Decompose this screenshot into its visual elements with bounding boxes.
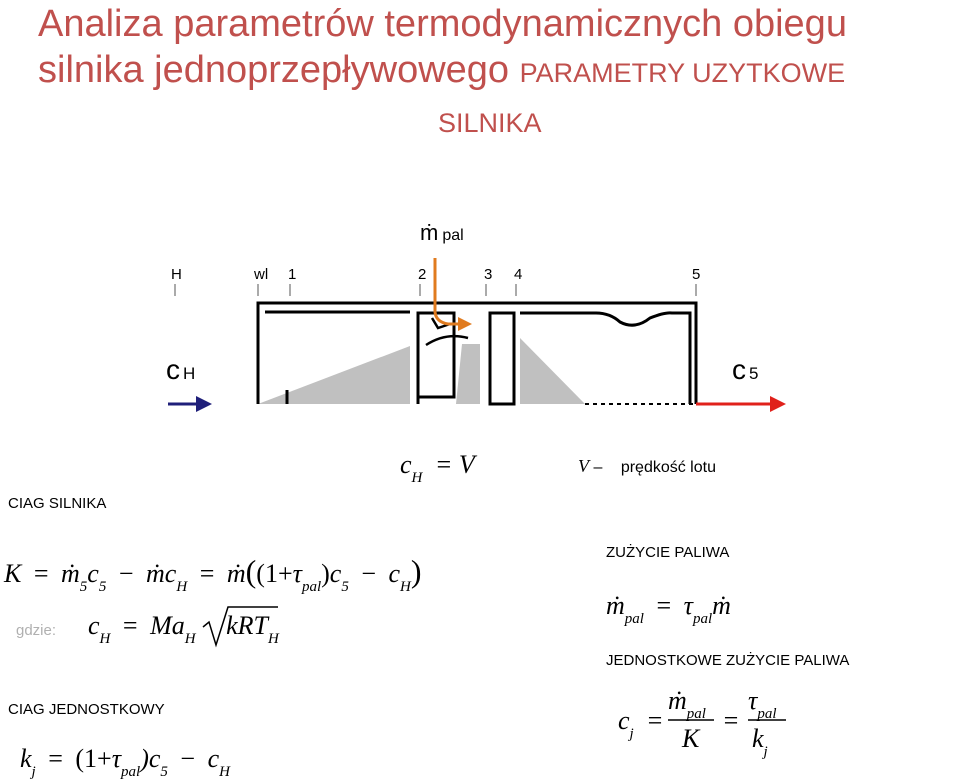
title-subtitle: PARAMETRY UZYTKOWE [519, 58, 846, 88]
kj-symbol-2: k [20, 744, 32, 773]
fuel-mass-flow: ṁ [606, 591, 625, 620]
fuel-flow-equation [606, 591, 731, 628]
inlet-subscript: H [183, 364, 196, 383]
sub-pal-6: pal [121, 764, 141, 780]
inlet-symbol: c [166, 354, 180, 385]
cj-subscript: j [629, 726, 634, 742]
eq-sign-4: = [656, 591, 672, 620]
outlet-arrowhead-icon [770, 396, 786, 412]
eq-sign: = [33, 559, 49, 588]
sqrt-argument: kRT [226, 611, 268, 640]
station-label-3: 3 [484, 266, 493, 283]
ciag-silnika-label: CIAG SILNIKA [8, 495, 107, 512]
ch-symbol: c [400, 450, 412, 479]
page-title: Analiza parametrów termodynamicznych obiegu [38, 3, 847, 45]
tau-symbol-4: τ [111, 744, 122, 773]
fraction1-denominator: K [682, 724, 700, 753]
mass-flow-2: ṁ [226, 559, 246, 588]
station-label-5: 5 [692, 266, 701, 283]
one-plus: (1+ [256, 559, 293, 588]
station-label-h: H [171, 266, 182, 283]
tau-symbol-3: τ [748, 686, 758, 715]
fraction2-denominator [752, 724, 768, 761]
velocity-5d: )c [140, 744, 161, 773]
v-dash: – [593, 459, 603, 476]
ch-equals-v [400, 450, 475, 487]
fuel-arrowhead-icon [458, 317, 472, 331]
kj-symbol: k [752, 724, 764, 753]
velocity-5: c [87, 559, 99, 588]
station-label-2: 2 [418, 266, 427, 283]
station-label-wl: wl [254, 266, 269, 283]
fuel-label [420, 220, 464, 246]
fuel-subscript: pal [442, 227, 464, 244]
mach-symbol: Ma [150, 611, 185, 640]
rparen-2: ) [410, 553, 422, 589]
ch-formula [88, 611, 279, 648]
v-definition [578, 456, 716, 477]
thrust-k: K [4, 559, 22, 588]
gdzie-label: gdzie: [16, 622, 57, 639]
eq-sign-3: = [122, 611, 138, 640]
outlet-subscript: 5 [749, 364, 759, 383]
ch-symbol-2: c [88, 611, 100, 640]
v-symbol: V [578, 456, 589, 476]
minus-sign: − [118, 559, 134, 588]
fuel-symbol: ṁ [420, 220, 439, 245]
rparen: ) [321, 559, 330, 588]
kj-subscript-2: j [31, 764, 36, 780]
ch-subscript: H [411, 470, 423, 486]
one-plus-2: (1+ [75, 744, 112, 773]
eq-sign-6: = [722, 706, 740, 735]
title-main: silnika jednoprzepływowego [38, 49, 510, 91]
jednostkowe-zuzycie-label: JEDNOSTKOWE ZUŻYCIE PALIWA [606, 652, 850, 669]
outlet-label [732, 354, 758, 386]
minus-sign-2: − [361, 559, 376, 588]
cj-lhs [618, 706, 634, 743]
tau-symbol-2: τ [683, 591, 693, 620]
sub-pal-3: pal [692, 611, 713, 627]
specific-thrust-equation [20, 744, 230, 781]
sub-5c: 5 [341, 579, 349, 595]
mach-subscript: H [184, 631, 196, 647]
station-label-1: 1 [288, 266, 297, 283]
ch-rhs: = V [434, 450, 475, 479]
fuel-mass-flow-2: ṁ [668, 686, 687, 715]
sub-5b: 5 [98, 579, 107, 595]
sub-pal-2: pal [624, 611, 644, 627]
sub-pal-4: pal [686, 706, 706, 722]
thrust-equation [4, 553, 422, 596]
lparen: ( [245, 553, 257, 589]
sub-5: 5 [79, 579, 88, 595]
title-subtitle-line2: SILNIKA [438, 108, 542, 138]
minus-sign-3: − [180, 744, 196, 773]
fraction2-numerator [748, 686, 776, 723]
temperature-subscript: H [267, 631, 279, 647]
ciag-jednostkowy-label: CIAG JEDNOSTKOWY [8, 701, 165, 718]
sub-h: H [176, 579, 188, 595]
velocity-5c: c [329, 559, 342, 588]
eq-sign-2: = [199, 559, 215, 588]
shaded-regions [258, 338, 585, 404]
air-mass-flow: ṁ [712, 591, 731, 620]
sub-hd: H [219, 764, 230, 780]
tau-symbol: τ [292, 559, 302, 588]
zuzycie-paliwa-label: ZUŻYCIE PALIWA [606, 544, 730, 561]
eq-sign-5: = [646, 706, 664, 735]
mass-flow-5: ṁ [61, 559, 80, 588]
inlet-arrowhead-icon [196, 396, 212, 412]
sub-pal-5: pal [757, 706, 777, 722]
velocity-h: c [164, 559, 177, 588]
sub-pal: pal [301, 579, 322, 595]
cj-symbol: c [618, 706, 630, 735]
sub-hc: H [400, 579, 411, 595]
kj-subscript: j [763, 744, 768, 760]
ch-subscript-2: H [99, 631, 111, 647]
station-label-4: 4 [514, 266, 523, 283]
outlet-symbol: c [732, 354, 746, 385]
inlet-label [166, 354, 195, 386]
v-text: prędkość lotu [620, 459, 716, 476]
fraction1-numerator [668, 686, 706, 723]
sub-5d: 5 [160, 764, 168, 780]
velocity-hc: c [388, 559, 401, 588]
eq-sign-7: = [48, 744, 63, 773]
velocity-hd: c [207, 744, 220, 773]
mass-flow: ṁ [146, 559, 165, 588]
